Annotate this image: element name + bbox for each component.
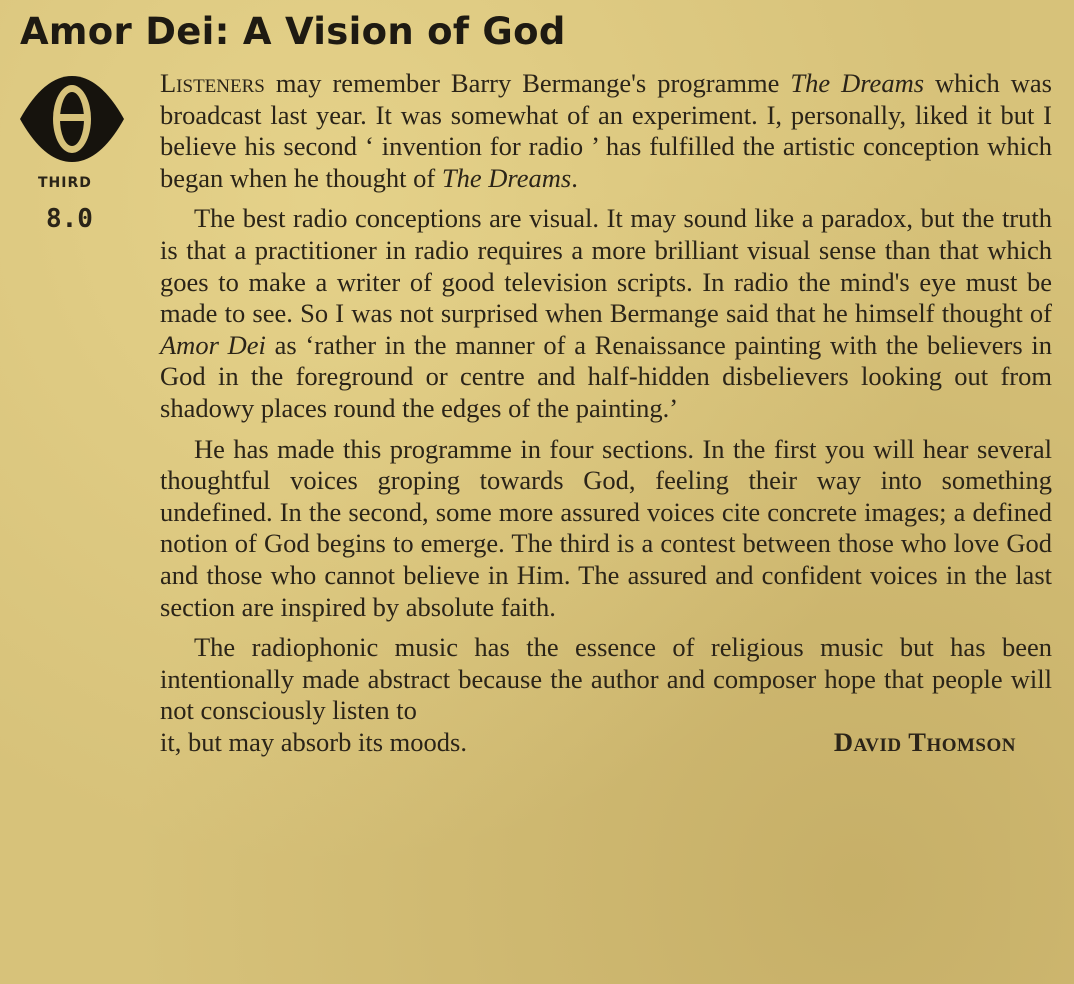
author-signature: David Thomson [833,726,1016,757]
paragraph-3 [160,434,1052,624]
paragraph-text: He has made this programme in four sections. In the first you will hear several thoughtful voices groping towards God, feeling their way into something undefined. In the second, some more assured voices cite concrete images; a defined notion of God begins to emerge. The third is a contest between those who love God and those who cannot believe in Him. The assured and confident voices in the last section are inspired by absolute faith. [160,433,1052,622]
paragraph-text: as ‘rather in the manner of a Renaissance painting with the believers in God in the foreground or centre and half-hidden disbelievers looking out from shadowy places round the edges of the painting.’ [160,329,1052,423]
paragraph-text: may remember Barry Bermange's programme [264,68,791,98]
channel-label: THIRD [38,175,92,191]
programme-title: Amor Dei [160,329,266,360]
paragraph-text: The best radio conceptions are visual. It may sound like a paradox, but the truth is that a practitioner in radio requires a more brilliant visual sense than that which goes to make a writer of good television scripts. In radio the mind's eye must be made to see. So I was not surprised when Bermange said that he himself thought of [160,203,1052,329]
paragraph-text: it, but may absorb its moods. [160,726,467,757]
programme-title: The Dreams [441,162,572,193]
lead-word: Listeners [160,68,265,98]
article-title: Amor Dei: A Vision of God [20,10,566,53]
paragraph-text: . [571,162,578,193]
paragraph-2 [160,203,1052,424]
broadcast-time: 8.0 [46,204,93,234]
paragraph-4 [160,632,1052,758]
third-programme-logo-icon [16,74,128,164]
paragraph-text: which was broadcast last year. It was somewhat of an experiment. I, personally, liked it but I believe his second ‘ invention for radio ’ has fulfilled the artistic conception which began when he thought of [160,68,1052,193]
programme-title: The Dreams [790,68,925,98]
paragraph-1 [160,68,1052,194]
closing-line [160,727,1052,759]
paragraph-text: The radiophonic music has the essence of religious music but has been intentionally made abstract because the author and composer hope that people will not consciously listen to [160,632,1052,726]
article-body [160,68,1052,767]
